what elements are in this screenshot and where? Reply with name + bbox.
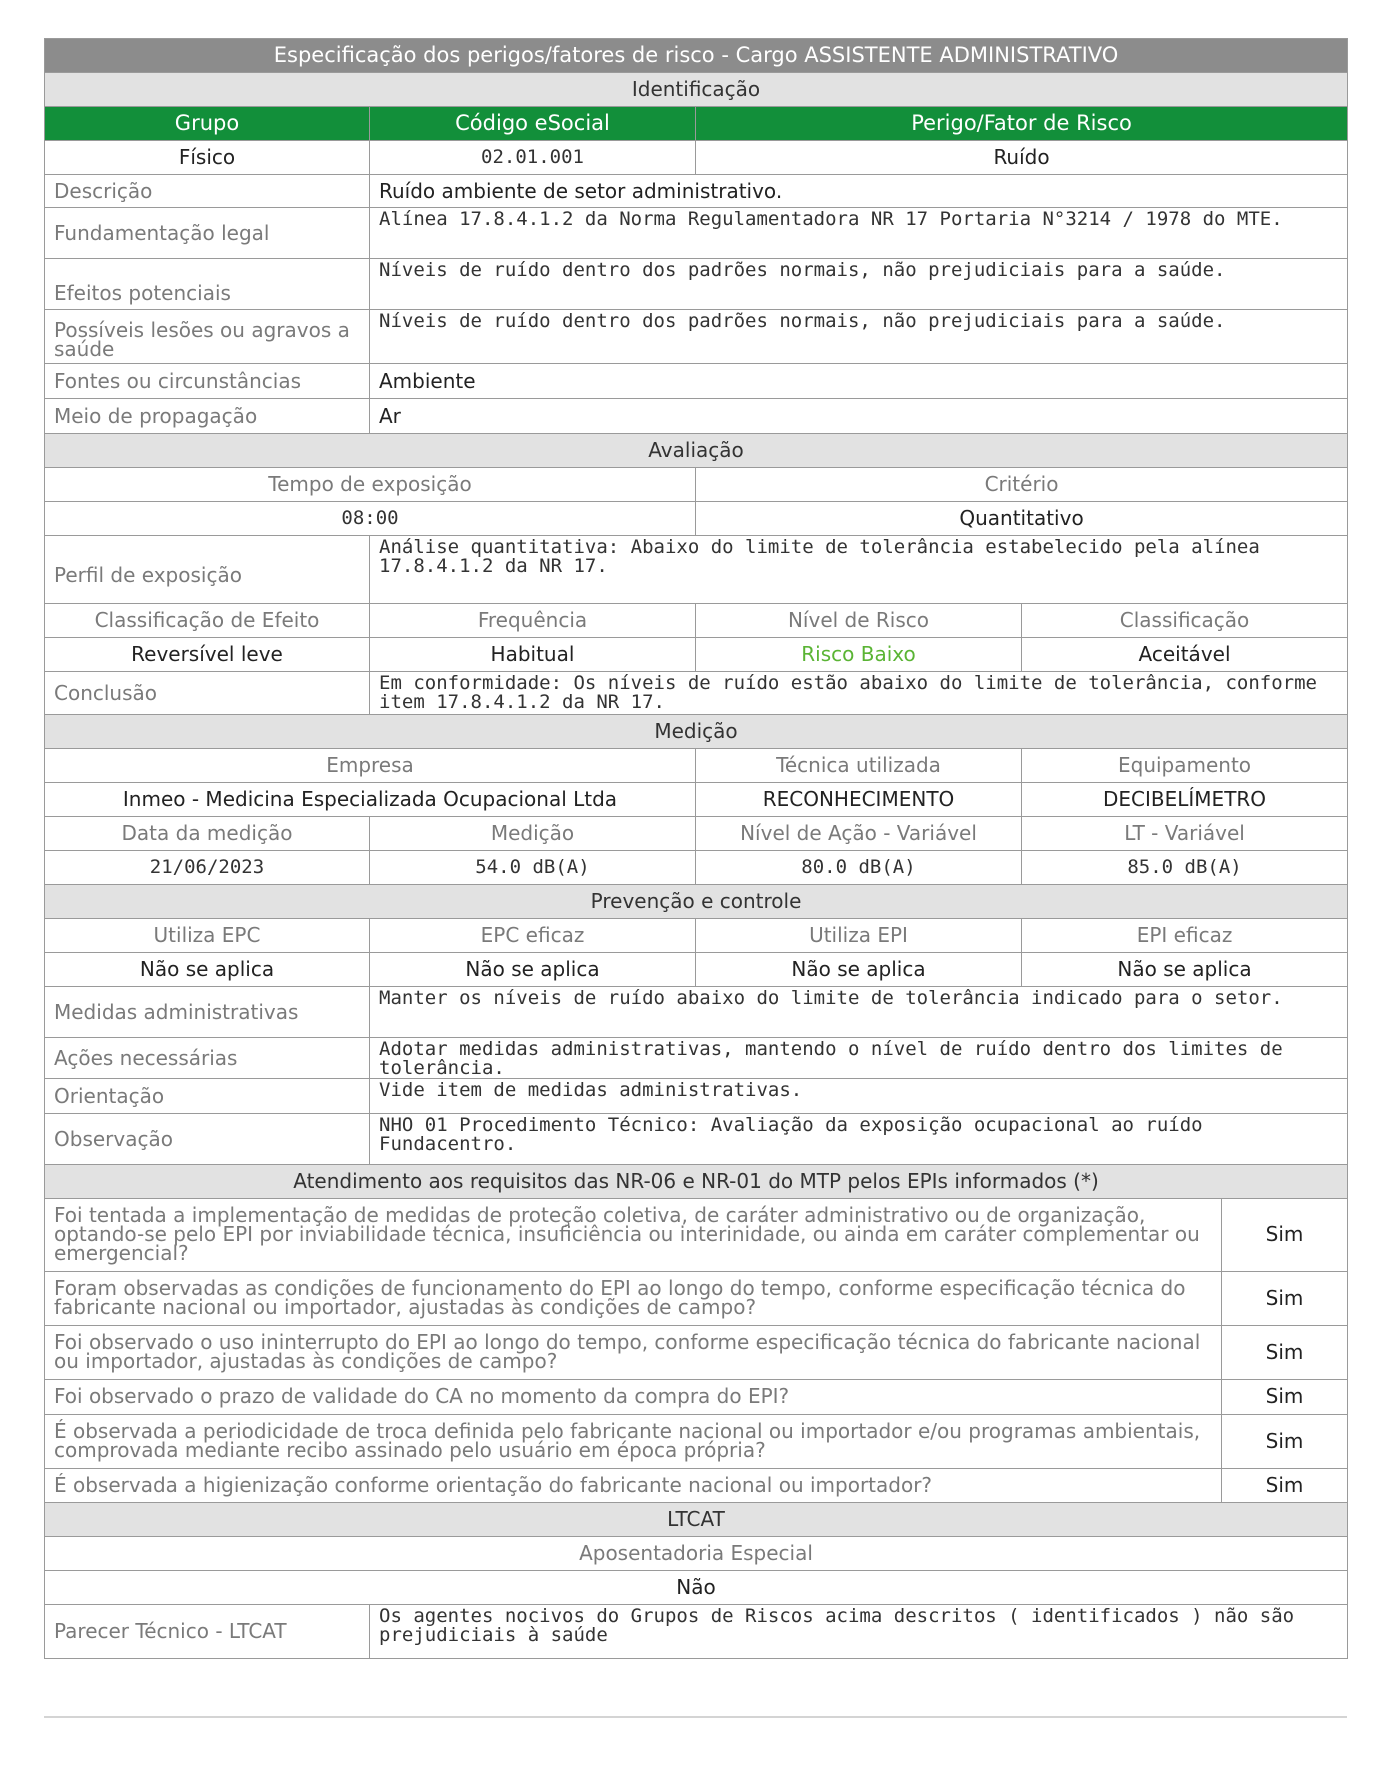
section-medicao: Medição bbox=[45, 715, 1348, 749]
value-epi-eficaz: Não se aplica bbox=[1022, 953, 1348, 987]
label-tempo-exposicao: Tempo de exposição bbox=[45, 468, 696, 502]
section-atendimento: Atendimento aos requisitos das NR-06 e NR-01 do MTP pelos EPIs informados (*) bbox=[45, 1164, 1348, 1198]
value-frequencia: Habitual bbox=[370, 638, 696, 672]
value-utiliza-epc: Não se aplica bbox=[45, 953, 370, 987]
value-nivel-acao: 80.0 dB(A) bbox=[696, 851, 1022, 885]
header-utiliza-epi: Utiliza EPI bbox=[696, 919, 1022, 953]
requirement-row bbox=[45, 1379, 1348, 1414]
section-ltcat: LTCAT bbox=[45, 1503, 1348, 1537]
value-data-medicao: 21/06/2023 bbox=[45, 851, 370, 885]
label-conclusao: Conclusão bbox=[45, 672, 370, 715]
value-lt: 85.0 dB(A) bbox=[1022, 851, 1348, 885]
label-orientacao: Orientação bbox=[45, 1079, 370, 1114]
label-acoes-necessarias: Ações necessárias bbox=[45, 1038, 370, 1079]
header-grupo: Grupo bbox=[45, 107, 370, 141]
requirement-answer: Sim bbox=[1222, 1325, 1348, 1379]
sheet-title: Especificação dos perigos/fatores de risco - Cargo ASSISTENTE ADMINISTRATIVO bbox=[45, 39, 1348, 73]
value-aposentadoria: Não bbox=[45, 1571, 1348, 1605]
requirement-answer: Sim bbox=[1222, 1271, 1348, 1325]
value-classificacao-efeito: Reversível leve bbox=[45, 638, 370, 672]
label-medidas-administrativas: Medidas administrativas bbox=[45, 987, 370, 1038]
value-nivel-risco: Risco Baixo bbox=[696, 638, 1022, 672]
value-parecer-tecnico: Os agentes nocivos do Grupos de Riscos acima descritos ( identificados ) não são prejudiciais à saúde bbox=[370, 1605, 1348, 1659]
value-perfil-exposicao: Análise quantitativa: Abaixo do limite de tolerância estabelecido pela alínea 17.8.4.1.2 da NR 17. bbox=[370, 536, 1348, 604]
label-descricao: Descrição bbox=[45, 175, 370, 208]
value-conclusao: Em conformidade: Os níveis de ruído estão abaixo do limite de tolerância, conforme item 17.8.4.1.2 da NR 17. bbox=[370, 672, 1348, 715]
value-orientacao: Vide item de medidas administrativas. bbox=[370, 1079, 1348, 1114]
requirement-answer: Sim bbox=[1222, 1468, 1348, 1503]
requirement-question: Foi tentada a implementação de medidas de proteção coletiva, de caráter administrativo ou de organização, optando-se pelo EPI por inviabilidade técnica, insuficiência ou interinidade, ou ainda em caráter complementar ou emergencial? bbox=[45, 1198, 1222, 1271]
risk-spec-sheet bbox=[44, 38, 1347, 1659]
requirement-question: Foi observado o uso ininterrupto do EPI ao longo do tempo, conforme especificação técnica do fabricante nacional ou importador, ajustadas às condições de campo? bbox=[45, 1325, 1222, 1379]
requirement-row bbox=[45, 1325, 1348, 1379]
value-fundamentacao: Alínea 17.8.4.1.2 da Norma Regulamentadora NR 17 Portaria N°3214 / 1978 do MTE. bbox=[370, 208, 1348, 259]
value-grupo: Físico bbox=[45, 141, 370, 175]
requirement-answer: Sim bbox=[1222, 1198, 1348, 1271]
header-nivel-risco: Nível de Risco bbox=[696, 604, 1022, 638]
value-tecnica: RECONHECIMENTO bbox=[696, 783, 1022, 817]
requirement-row bbox=[45, 1198, 1348, 1271]
value-equipamento: DECIBELÍMETRO bbox=[1022, 783, 1348, 817]
section-identificacao: Identificação bbox=[45, 73, 1348, 107]
value-medicao: 54.0 dB(A) bbox=[370, 851, 696, 885]
header-epi-eficaz: EPI eficaz bbox=[1022, 919, 1348, 953]
header-perigo: Perigo/Fator de Risco bbox=[696, 107, 1348, 141]
header-frequencia: Frequência bbox=[370, 604, 696, 638]
value-classificacao: Aceitável bbox=[1022, 638, 1348, 672]
value-codigo-esocial: 02.01.001 bbox=[370, 141, 696, 175]
label-lesoes: Possíveis lesões ou agravos a saúde bbox=[45, 310, 370, 364]
label-fundamentacao: Fundamentação legal bbox=[45, 208, 370, 259]
value-utiliza-epi: Não se aplica bbox=[696, 953, 1022, 987]
header-nivel-acao: Nível de Ação - Variável bbox=[696, 817, 1022, 851]
header-classificacao-efeito: Classificação de Efeito bbox=[45, 604, 370, 638]
value-empresa: Inmeo - Medicina Especializada Ocupacional Ltda bbox=[45, 783, 696, 817]
value-medidas-administrativas: Manter os níveis de ruído abaixo do limite de tolerância indicado para o setor. bbox=[370, 987, 1348, 1038]
header-lt: LT - Variável bbox=[1022, 817, 1348, 851]
requirement-question: É observada a periodicidade de troca definida pelo fabricante nacional ou importador e/ou programas ambientais, comprovada mediante recibo assinado pelo usuário em época própria? bbox=[45, 1414, 1222, 1468]
value-descricao: Ruído ambiente de setor administrativo. bbox=[370, 175, 1348, 208]
header-utiliza-epc: Utiliza EPC bbox=[45, 919, 370, 953]
footer-divider bbox=[44, 1716, 1347, 1718]
value-lesoes: Níveis de ruído dentro dos padrões normais, não prejudiciais para a saúde. bbox=[370, 310, 1348, 364]
value-observacao: NHO 01 Procedimento Técnico: Avaliação da exposição ocupacional ao ruído Fundacentro. bbox=[370, 1114, 1348, 1165]
label-criterio: Critério bbox=[696, 468, 1348, 502]
header-epc-eficaz: EPC eficaz bbox=[370, 919, 696, 953]
requirement-row bbox=[45, 1468, 1348, 1503]
label-meio: Meio de propagação bbox=[45, 399, 370, 434]
label-aposentadoria: Aposentadoria Especial bbox=[45, 1537, 1348, 1571]
value-perigo: Ruído bbox=[696, 141, 1348, 175]
header-codigo-esocial: Código eSocial bbox=[370, 107, 696, 141]
label-efeitos: Efeitos potenciais bbox=[45, 259, 370, 310]
section-prevencao: Prevenção e controle bbox=[45, 885, 1348, 919]
header-data-medicao: Data da medição bbox=[45, 817, 370, 851]
ltcat-table bbox=[44, 1502, 1348, 1659]
epi-requirements-table bbox=[44, 1164, 1348, 1504]
label-perfil-exposicao: Perfil de exposição bbox=[45, 536, 370, 604]
header-equipamento: Equipamento bbox=[1022, 749, 1348, 783]
requirement-question: É observada a higienização conforme orientação do fabricante nacional ou importador? bbox=[45, 1468, 1222, 1503]
requirement-question: Foram observadas as condições de funcionamento do EPI ao longo do tempo, conforme especificação técnica do fabricante nacional ou importador, ajustadas às condições de campo? bbox=[45, 1271, 1222, 1325]
section-avaliacao: Avaliação bbox=[45, 434, 1348, 468]
requirement-question: Foi observado o prazo de validade do CA no momento da compra do EPI? bbox=[45, 1379, 1222, 1414]
value-epc-eficaz: Não se aplica bbox=[370, 953, 696, 987]
requirement-row bbox=[45, 1414, 1348, 1468]
value-efeitos: Níveis de ruído dentro dos padrões normais, não prejudiciais para a saúde. bbox=[370, 259, 1348, 310]
label-observacao: Observação bbox=[45, 1114, 370, 1165]
requirement-answer: Sim bbox=[1222, 1379, 1348, 1414]
header-empresa: Empresa bbox=[45, 749, 696, 783]
value-tempo-exposicao: 08:00 bbox=[45, 502, 696, 536]
header-tecnica: Técnica utilizada bbox=[696, 749, 1022, 783]
value-criterio: Quantitativo bbox=[696, 502, 1348, 536]
value-meio: Ar bbox=[370, 399, 1348, 434]
value-fontes: Ambiente bbox=[370, 364, 1348, 399]
header-classificacao: Classificação bbox=[1022, 604, 1348, 638]
requirement-answer: Sim bbox=[1222, 1414, 1348, 1468]
requirement-row bbox=[45, 1271, 1348, 1325]
risk-spec-table bbox=[44, 38, 1348, 1165]
header-medicao: Medição bbox=[370, 817, 696, 851]
label-parecer-tecnico: Parecer Técnico - LTCAT bbox=[45, 1605, 370, 1659]
value-acoes-necessarias: Adotar medidas administrativas, mantendo o nível de ruído dentro dos limites de tolerância. bbox=[370, 1038, 1348, 1079]
label-fontes: Fontes ou circunstâncias bbox=[45, 364, 370, 399]
